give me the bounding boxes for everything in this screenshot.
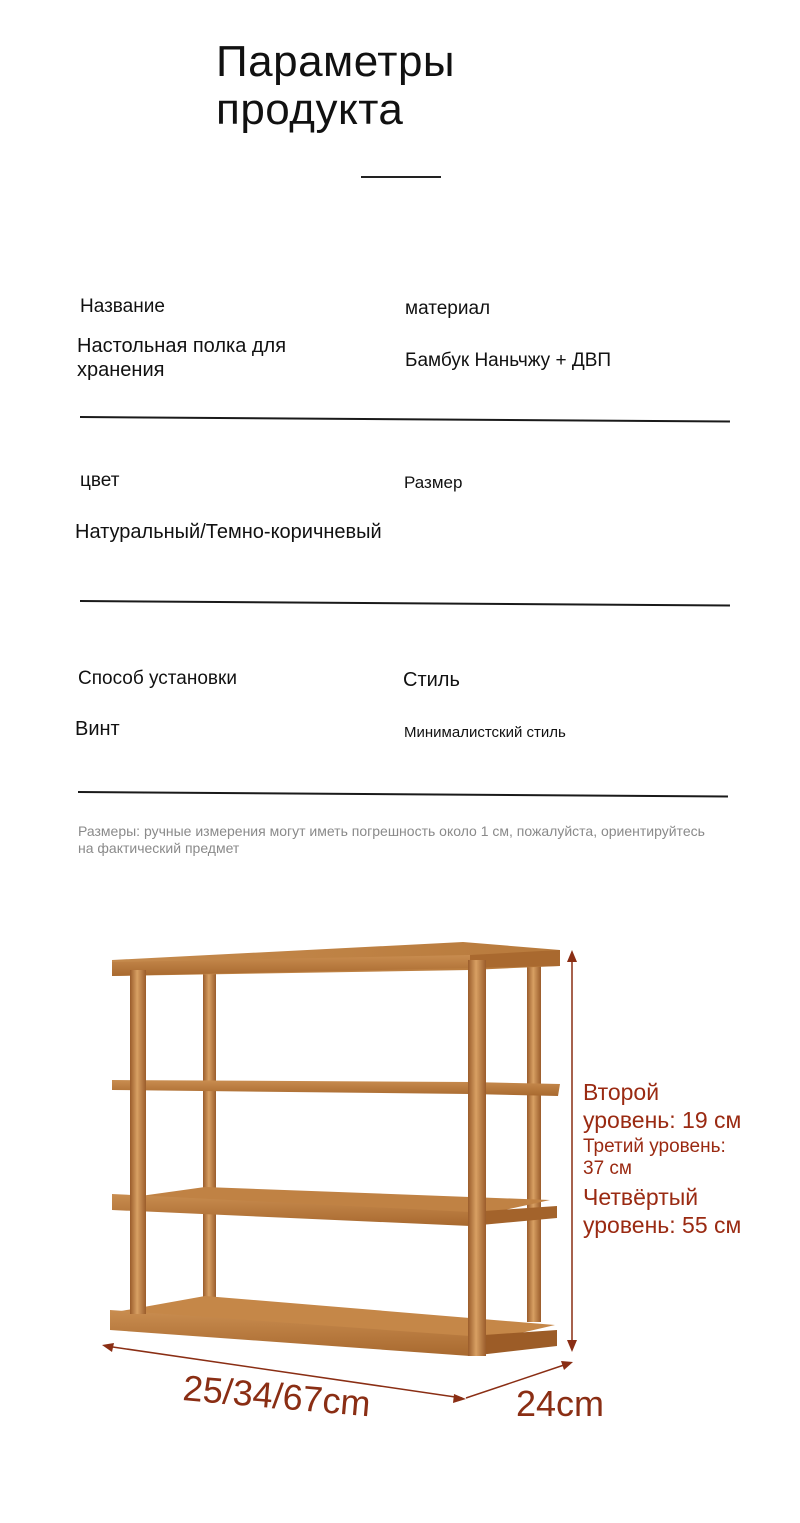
level-note: Второй xyxy=(583,1079,660,1105)
level-note: Третий уровень: xyxy=(583,1136,726,1157)
row-divider xyxy=(80,600,730,607)
color-label: цвет xyxy=(80,470,120,491)
level-note: Четвёртый xyxy=(583,1184,699,1210)
level-note: 37 см xyxy=(583,1158,632,1179)
name-label: Название xyxy=(80,296,165,317)
width-label: 25/34/67cm xyxy=(181,1367,373,1425)
install-label: Способ установки xyxy=(78,668,237,689)
install-value: Винт xyxy=(75,718,120,740)
front-right-post xyxy=(468,960,486,1356)
second-shelf xyxy=(112,1080,560,1096)
style-label: Стиль xyxy=(403,669,460,691)
title-underline xyxy=(361,176,441,178)
size-label: Размер xyxy=(404,473,463,492)
material-value: Бамбук Наньчжу + ДВП xyxy=(405,350,612,371)
page-title: Параметры продукта xyxy=(216,37,456,134)
level-note: уровень: 55 см xyxy=(583,1212,742,1238)
level-note: уровень: 19 см xyxy=(583,1107,742,1133)
product-image xyxy=(0,900,800,1460)
name-value: Настольная полка для хранения xyxy=(77,335,287,381)
row-divider xyxy=(78,791,728,798)
back-left-post xyxy=(203,968,216,1308)
measurement-note: Размеры: ручные измерения могут иметь погрешность около 1 см, пожалуйста, ориентируйтесь на фактический предмет xyxy=(78,823,705,856)
back-right-post xyxy=(527,966,541,1322)
front-left-post xyxy=(130,970,146,1314)
row-divider xyxy=(80,416,730,423)
color-value: Натуральный/Темно-коричневый xyxy=(75,521,382,543)
depth-label: 24cm xyxy=(516,1383,605,1424)
style-value: Минималистский стиль xyxy=(404,724,566,741)
material-label: материал xyxy=(405,298,491,319)
